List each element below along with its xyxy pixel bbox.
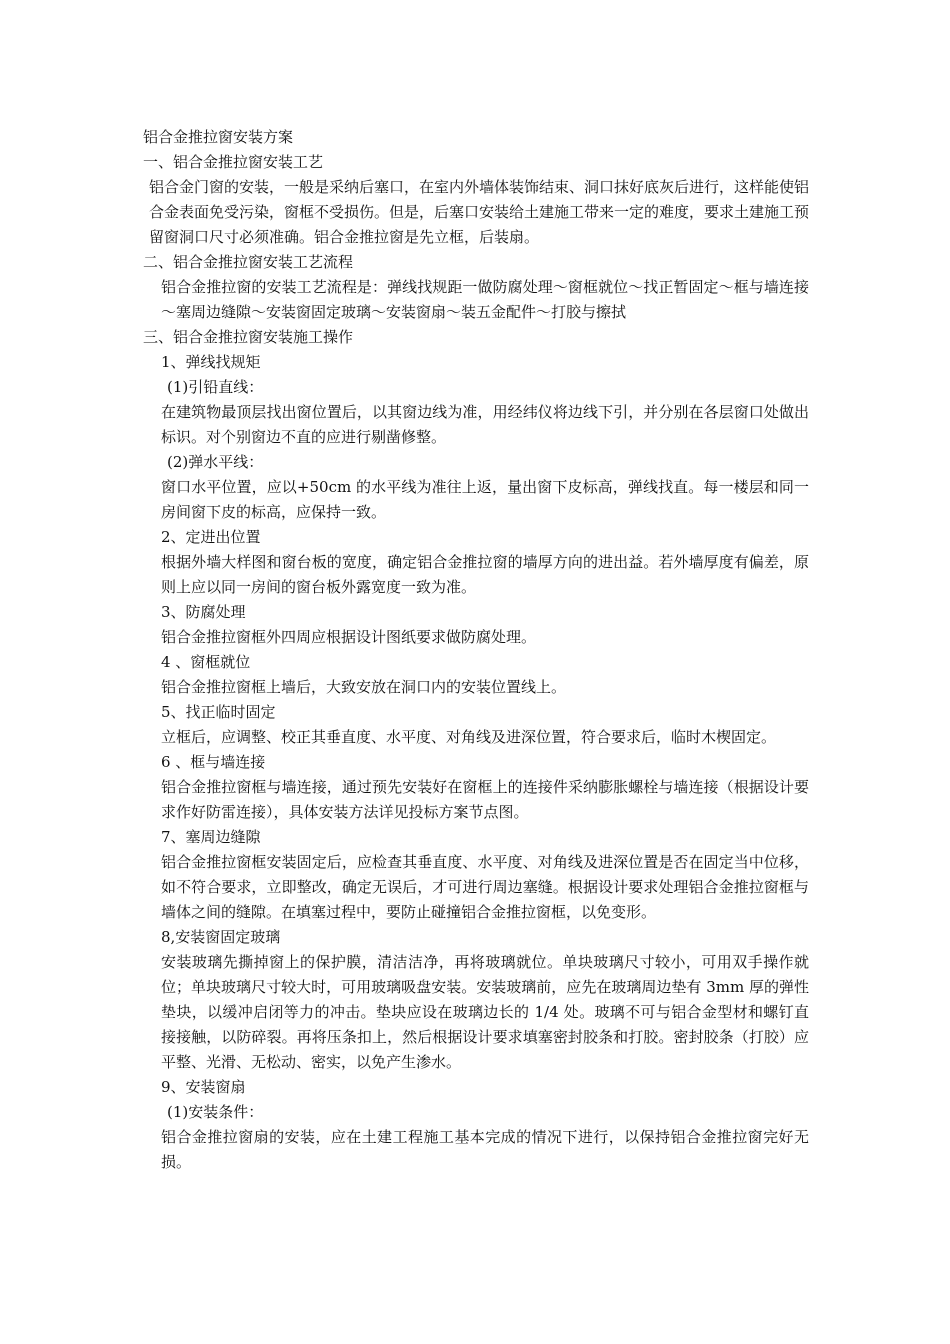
document-title: 铝合金推拉窗安装方案 bbox=[143, 128, 294, 146]
heading-line: 一、铝合金推拉窗安装工艺 bbox=[143, 153, 324, 171]
heading-line: 3、防腐处理 bbox=[161, 603, 246, 621]
paragraph: 铝合金推拉窗框与墙连接，通过预先安装好在窗框上的连接件采纳膨胀螺栓与墙连接（根据设计要求作好防雷连接），具体安装方法详见投标方案节点图。 bbox=[161, 778, 809, 821]
heading-line: 1、弹线找规矩 bbox=[161, 353, 261, 371]
paragraph: 铝合金门窗的安装，一般是采纳后塞口，在室内外墙体装饰结束、洞口抹好底灰后进行，这样能使铝合金表面免受污染，窗框不受损伤。但是，后塞口安装给土建施工带来一定的难度，要求土建施工预留窗洞口尺寸必须准确。铝合金推拉窗是先立框，后装扇。 bbox=[149, 178, 810, 246]
paragraph: 铝合金推拉窗的安装工艺流程是：弹线找规距一做防腐处理～窗框就位～找正暂固定～框与墙连接～塞周边缝隙～安装窗固定玻璃～安装窗扇～装五金配件～打胶与擦拭 bbox=[161, 278, 809, 321]
paragraph: 铝合金推拉窗框上墙后，大致安放在洞口内的安装位置线上。 bbox=[161, 678, 567, 696]
heading-line: (1)引铅直线： bbox=[167, 378, 264, 396]
heading-line: 4 、窗框就位 bbox=[161, 653, 251, 671]
heading-line: 5、找正临时固定 bbox=[161, 703, 276, 721]
heading-line: 6 、框与墙连接 bbox=[161, 753, 266, 771]
heading-line: 8,安装窗固定玻璃 bbox=[161, 928, 281, 946]
heading-line: 2、定进出位置 bbox=[161, 528, 261, 546]
paragraph: 铝合金推拉窗框外四周应根据设计图纸要求做防腐处理。 bbox=[161, 628, 537, 646]
paragraph: 安装玻璃先撕掉窗上的保护膜，清洁洁净，再将玻璃就位。单块玻璃尺寸较小，可用双手操作就位；单块玻璃尺寸较大时，可用玻璃吸盘安装。安装玻璃前，应先在玻璃周边垫有 3mm 厚的弹性垫块，以缓冲启闭等力的冲击。垫块应设在玻璃边长的 1/4 处。玻璃不可与铝合金型材和螺钉直接接触，以防碎裂。再将压条扣上，然后根据设计要求填塞密封胶条和打胶。密封胶条（打胶）应平整、光滑、无松动、密实，以免产生渗水。 bbox=[161, 953, 809, 1071]
heading-line: (1)安装条件： bbox=[167, 1103, 264, 1121]
document-page bbox=[143, 125, 809, 1175]
heading-line: 7、塞周边缝隙 bbox=[161, 828, 261, 846]
paragraph: 根据外墙大样图和窗台板的宽度，确定铝合金推拉窗的墙厚方向的进出益。若外墙厚度有偏差，原则上应以同一房间的窗台板外露宽度一致为准。 bbox=[161, 553, 809, 596]
paragraph: 铝合金推拉窗框安装固定后，应检查其垂直度、水平度、对角线及进深位置是否在固定当中位移，如不符合要求，立即整改，确定无误后，才可进行周边塞缝。根据设计要求处理铝合金推拉窗框与墙体之间的缝隙。在填塞过程中，要防止碰撞铝合金推拉窗框，以免变形。 bbox=[161, 853, 809, 921]
heading-line: (2)弹水平线： bbox=[167, 453, 264, 471]
heading-line: 9、安装窗扇 bbox=[161, 1078, 246, 1096]
paragraph: 铝合金推拉窗扇的安装，应在土建工程施工基本完成的情况下进行，以保持铝合金推拉窗完好无损。 bbox=[161, 1128, 809, 1171]
paragraph: 窗口水平位置，应以+50cm 的水平线为准往上返，量出窗下皮标高，弹线找直。每一楼层和同一房间窗下皮的标高，应保持一致。 bbox=[161, 478, 809, 521]
paragraph: 在建筑物最顶层找出窗位置后，以其窗边线为准，用经纬仪将边线下引，并分别在各层窗口处做出标识。对个别窗边不直的应进行剔凿修整。 bbox=[161, 403, 809, 446]
document-body bbox=[143, 150, 809, 1175]
heading-line: 三、铝合金推拉窗安装施工操作 bbox=[143, 328, 354, 346]
heading-line: 二、铝合金推拉窗安装工艺流程 bbox=[143, 253, 354, 271]
paragraph: 立框后，应调整、校正其垂直度、水平度、对角线及进深位置，符合要求后，临时木楔固定。 bbox=[161, 728, 777, 746]
